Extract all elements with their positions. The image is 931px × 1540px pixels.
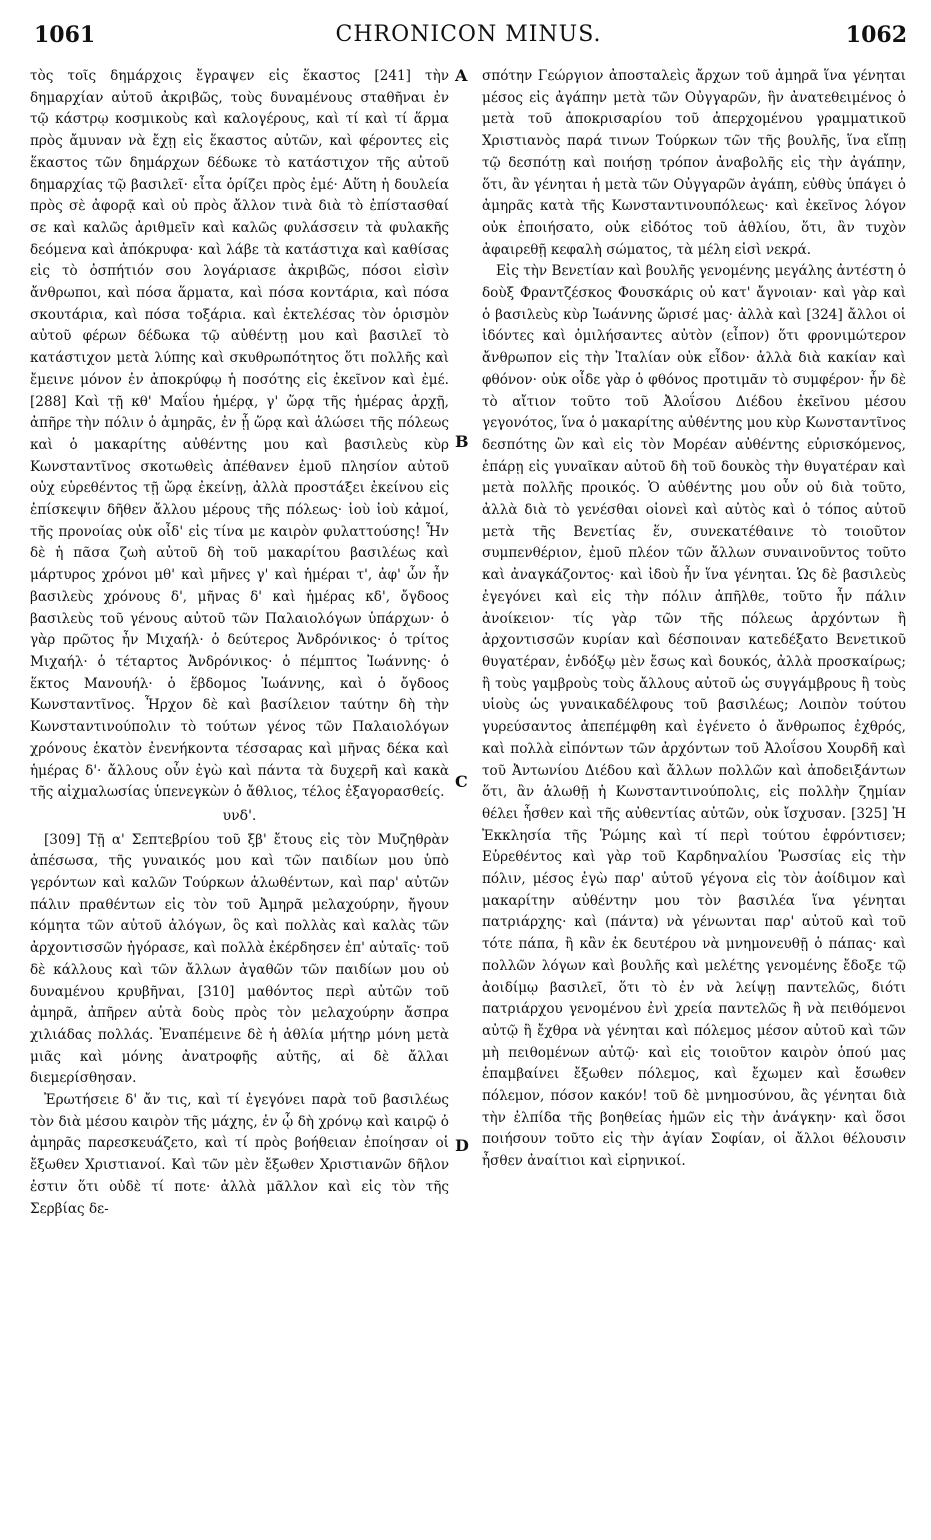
margin-letter-b: B bbox=[455, 432, 469, 451]
margin-letter-d: D bbox=[455, 1136, 469, 1155]
right-paragraph-2: Εἰς τὴν Βενετίαν καὶ βουλῆς γενομένης μεγάλης ἀντέστη ὁ δοὺξ Φραντζέσκος Φουσκάρις οὐ κατ' ἄγνοιαν· καὶ γὰρ καὶ ὁ βασιλεὺς κὺρ Ἰωάννης ὥρισέ μας· ἀλλὰ καὶ [324] ἄλλοι οἱ ἰδόντες καὶ ὁμιλήσαντες αὐτὸν (εἶπον) ὅτι φρονιμώτερον ἄνθρωπον εἰς τὴν Ἰταλίαν οὐκ εἶδον· ἀλλὰ διὰ κακίαν καὶ φθόνον· οὐκ οἶδε γὰρ ὁ φθόνος προτιμᾶν τὸ συμφέρον· ἦν δὲ τὸ αἴτιον τοῦτο τοῦ Ἀλοΐσου Διέδου ἐκεῖνου μέσου γεγονότος, ἵνα ὁ μακαρίτης αὐθέντης μου κὺρ Κωνσταντῖνος δεσπότης ὢν καὶ εἰς τὸν Μορέαν αὐθέντης εὑρισκόμενος, ἐπάρῃ εἰς γυναῖκαν αὐτοῦ δὴ τοῦ δουκὸς τὴν θυγατέραν καὶ μετὰ πολλῆς προικός. Ὁ αὐθέντης μου οὖν οὐ διὰ τοῦτο, ἀλλὰ διὰ τὸ γενέσθαι οἱονεὶ καὶ αὐτὸς καὶ ὁ τόπος αὐτοῦ μετὰ τῆς Βενετίας ἕν, συνεκατέθαινε τὸ τοιοῦτον συμπενθέριον, ἐμοῦ πλέον τῶν ἄλλων συναινοῦντος τοῦτο καὶ ἀναγκάζοντος· καὶ ἰδοὺ ἦν ἵνα γένηται. Ὡς δὲ βασιλεὺς ἐγεγόνει καὶ εἰς τὴν πόλιν ἀπῆλθε, τοῦτο ἦν πάλιν ἀνοίκειον· τίς γὰρ τῶν τῆς πόλεως ἀρχόντων ἢ ἀρχοντισσῶν κυρίαν καὶ δέσποιναν κατεδέξατο Βενετικοῦ θυγατέραν, ἐνδόξῳ μὲν ἔσως καὶ δουκός, ἀλλὰ προσκαίρως; ἢ τοὺς γαμβροὺς τοὺς ἄλλους αὐτοῦ ὡς συγγάμβρους ἢ τοὺς υἱοὺς ὡς γυναικαδέλφους τοῦ βασιλέως; Λοιπὸν τούτου γυρεύσαντος ἀπεπέμφθη καὶ ἐγένετο ὁ ἄνθρωπος ἐχθρός, καὶ πολλὰ εἰπόντων τῶν ἀρχόντων τοῦ Ἀλοΐσου Χουρδῆ καὶ τοῦ Ἀντωνίου Διέδου καὶ ἄλλων πολλῶν καὶ ἀποδειξάντων ὅτι, ἂν ἁλωθῇ ἡ Κωνσταντινούπολις, εἰς πολλὴν ζημίαν θέλει ἦσθεν καὶ τῆς αὐθεντίας αὐτῶν, οὐκ ἴσχυσαν. [325] Ἡ Ἐκκλησία τῆς Ῥώμης καὶ τί περὶ τούτου ἐφρόντισεν; Εὑρεθέντος καὶ γὰρ τοῦ Καρδηναλίου Ῥωσσίας εἰς τὴν πόλιν, μέσος ἐγὼ παρ' αὐτοῦ γέγονα εἰς τὸν ἀοίδιμον καὶ μακαρίτην αὐθέντην μου τὸν βασιλέα ἵνα γένηται πατριάρχης· καὶ (πάντα) νὰ γένωνται παρ' αὐτοῦ καὶ τοῦ τότε πάπα, ἢ κἂν ἐκ δευτέρου νὰ μνημονευθῇ ὁ πάπας· καὶ πολλῶν λόγων καὶ βουλῆς καὶ μελέτης γενομένης ἔδοξε τῷ ἀοιδίμῳ βασιλεῖ, ὅτι τὸ ἐν νὰ λείψῃ παντελῶς, διότι πατριάρχου γενομένου ἐνὶ χρεία παντελῶς ἢ νὰ πειθόμενοι αὐτῷ ἢ ἔχθρα νὰ γένηται καὶ πόλεμος μέσον αὐτοῦ καὶ τῶν μὴ πειθομένων αὐτῷ· καὶ εἰς τοιοῦτον καιρὸν ὁπού μας ἐπαμβαίνει ἔξωθεν πόλεμος, καὶ ἔχωμεν καὶ ἔσωθεν πόλεμον, πόσον κακόν! τοῦ δὲ μνημοσύνου, ἂς γένηται διὰ τὴν ἐλπίδα τῆς βοηθείας ἡμῶν εἰς τὴν ἀνάγκην· καὶ ὅσοι ποιήσουν τοῦτο εἰς τὴν ἁγίαν Σοφίαν, οἱ ἄλλοι θέλουσιν ἦσθεν ἀναίτιοι καὶ εἰρηνικοί. bbox=[482, 263, 906, 1170]
left-paragraph-2: [309] Τῇ α' Σεπτεβρίου τοῦ ξβ' ἔτους εἰς τὸν Μυζηθρὰν ἀπέσωσα, τῆς γυναικός μου καὶ τῶν παιδίων μου ὑπὸ γερόντων καὶ καλῶν Τούρκων ἁλωθέντων, καὶ παρ' αὐτῶν πάλιν πραθέντων εἰς τὸν τοῦ Ἀμηρᾶ μελαχούρην, ἤγουν κόμητα τῶν αὐτοῦ ἀλόγων, ὃς καὶ πολλὰς καὶ καλὰς τῶν ἀρχοντισσῶν ἠγόρασε, καὶ πολλὰ ἐκέρδησεν ἐπ' αὐταῖς· τοῦ δὲ κάλλους καὶ τῶν ἄλλων ἀγαθῶν τῶν παιδίων μου οὐ δυναμένου κρυβῆναι, [310] μαθόντος περὶ αὐτῶν τοῦ ἀμηρᾶ, ἀπῆρεν αὐτὰ δοὺς πρὸς τὸν μελαχούρην ἄσπρα χιλιάδας πολλάς. Ἐναπέμεινε δὲ ἡ ἀθλία μήτηρ μόνη μετὰ μιᾶς καὶ μόνης ἀνατροφῆς αὐτῆς, αἱ δὲ ἄλλαι διεμερίσθησαν. bbox=[30, 831, 449, 1087]
section-heading: υνδ'. bbox=[222, 807, 257, 824]
page-number-right: 1062 bbox=[845, 22, 907, 48]
margin-letter-c: C bbox=[455, 772, 468, 791]
left-paragraph-3: Ἐρωτήσειε δ' ἄν τις, καὶ τί ἐγεγόνει παρὰ τοῦ βασιλέως τὸν διὰ μέσου καιρὸν τῆς μάχης, ἐν ᾧ δὴ χρόνῳ καὶ καιρῷ ὁ ἀμηρᾶς παρεσκευάζετο, καὶ τί πρὸς βοήθειαν ἐποίησαν οἱ ἔξωθεν Χριστιανοί. Καὶ τῶν μὲν ἔξωθεν Χριστιανῶν δῆλον ἐστιν ὅτι οὐδὲ τί ποτε· ἀλλὰ μᾶλλον καὶ εἰς τὸν τῆς Σερβίας δε- bbox=[30, 1092, 449, 1217]
running-head: CHRONICON MINUS. bbox=[335, 22, 602, 47]
right-paragraph-1: σπότην Γεώργιον ἀποσταλεὶς ἄρχων τοῦ ἀμηρᾶ ἵνα γένηται μέσος εἰς ἀγάπην μετὰ τῶν Οὐγγαρῶν, ἣν ἀνατεθειμένος ὁ μετὰ τοῦ ἀποκρισαρίου τοῦ ἀπερχομένου γραμματικοῦ Χριστιανὸς παρά τινων Τούρκων τῶν τῆς βουλῆς, ἵνα εἴπῃ τῷ δεσπότῃ καὶ ποιήσῃ τρόπον ἀναβολῆς εἰς τὴν ἀγάπην, ὅτι, ἂν γένηται ἡ μετὰ τῶν Οὐγγαρῶν ἀγάπη, εὐθὺς ὑπάγει ὁ ἀμηρᾶς κατὰ τῆς Κωνσταντινουπόλεως· καὶ ἐκεῖνος λόγον οὐκ ἐποιήσατο, οὐκ εἰδότος τοῦ ἀθλίου, ὅτι, ἂν τυχὸν ἀφαιρεθῇ κεφαλὴ σώματος, τὰ μέλη εἰσὶ νεκρά. bbox=[482, 68, 906, 258]
right-column bbox=[482, 66, 906, 1173]
margin-letter-a: A bbox=[455, 66, 468, 85]
page-header bbox=[28, 20, 909, 54]
left-column bbox=[30, 66, 449, 1220]
page-number-left: 1061 bbox=[34, 22, 96, 48]
left-paragraph-1: τὸς τοῖς δημάρχοις ἔγραψεν εἰς ἕκαστος [241] τὴν δημαρχίαν αὐτοῦ ἀκριβῶς, τοὺς δυναμένους σταθῆναι ἐν τῷ κάστρῳ κοσμικοὺς καὶ καλογέρους, καὶ τί καὶ τί ἅρμα πρὸς ἄμυναν νὰ ἔχῃ εἰς ἕκαστος αὐτῶν, καὶ φέροντες εἰς ἕκαστος τῶν δημάρχων δέδωκε τὸ κατάστιχον τῆς αὐτοῦ δημαρχίας τῷ βασιλεῖ· εἶτα ὁρίζει πρὸς ἐμέ· Αὕτη ἡ δουλεία πρὸς σὲ ἀφορᾷ καὶ οὐ πρὸς ἄλλον τινὰ διὰ τὸ ἐπίστασθαί σε καὶ καλῶς ἀριθμεῖν καὶ καλῶς φυλάσσειν τὰ φυλακῆς δεόμενα καὶ ἀπόκρυφα· καὶ λάβε τὰ κατάστιχα καὶ καθίσας εἰς τὸ ὀσπήτιόν σου λογάριασε ἀκριβῶς, πόσοι εἰσὶν ἄνθρωποι, καὶ πόσα ἅρματα, καὶ πόσα κοντάρια, καὶ πόσα σκουτάρια, καὶ πόσα τοξάρια. καὶ ἐκτελέσας τὸν ὁρισμὸν αὐτοῦ φέρων δέδωκα τῷ αὐθέντῃ μου καὶ βασιλεῖ τὸ κατάστιχον μετὰ λύπης καὶ σκυθρωπότητος ὅτι πολλῆς καὶ ἔμεινε μόνον ἐν ἀποκρύφῳ ἡ ποσότης εἰς ἐκεῖνον καὶ ἐμέ. [288] Καὶ τῇ κθ' Μαΐου ἡμέρᾳ, γ' ὥρᾳ τῆς ἡμέρας ἀρχῇ, ἀπῆρε τὴν πόλιν ὁ ἀμηρᾶς, ἐν ᾗ ὥρᾳ καὶ ἁλώσει τῆς πόλεως καὶ ὁ μακαρίτης αὐθέντης μου καὶ βασιλεὺς κὺρ Κωνσταντῖνος σκοτωθεὶς ἀπέθανεν ἐμοῦ πλησίον αὐτοῦ οὐχ εὑρεθέντος τῇ ὥρᾳ ἐκείνῃ, ἀλλὰ προστάξει ἐκείνου εἰς ἐπίσκεψιν δῆθεν ἄλλου μέρους τῆς πόλεως· ἰοὺ ἰοὺ κἀμοί, τῆς προνοίας οὐκ οἶδ' εἰς τίνα με καιρὸν φυλαττούσης! Ἦν δὲ ἡ πᾶσα ζωὴ αὐτοῦ δὴ τοῦ μακαρίτου βασιλέως καὶ μάρτυρος χρόνοι μθ' καὶ μῆνες γ' καὶ ἡμέραι τ', ἀφ' ὧν ἦν βασιλεὺς χρόνους δ', μῆνας δ' καὶ ἡμέρας κδ', ὄγδοος βασιλεὺς τοῦ γένους αὐτοῦ τῶν Παλαιολόγων ὑπάρχων· ὁ γὰρ πρῶτος ἦν Μιχαήλ· ὁ δεύτερος Ἀνδρόνικος· ὁ τρίτος Μιχαήλ· ὁ τέταρτος Ἀνδρόνικος· ὁ πέμπτος Ἰωάννης· ὁ ἕκτος Μανουήλ· ὁ ἕβδομος Ἰωάννης, καὶ ὁ ὄγδοος Κωνσταντῖνος. Ἦρχον δὲ καὶ βασίλειον ταύτην δὴ τὴν Κωνσταντινούπολιν τὸ τούτων γένος τῶν Παλαιολόγων χρόνους ἑκατὸν ἐνενήκοντα τέσσαρας καὶ μῆνας δέκα καὶ ἡμέρας δ'· ἄλλους οὖν ἐγὼ καὶ πάντα τὰ δυχερῆ καὶ κακὰ τῆς αἰχμαλωσίας ὑπενεγκὼν ὁ ἄθλιος, τέλος ἐξαγορασθείς. bbox=[30, 68, 449, 801]
